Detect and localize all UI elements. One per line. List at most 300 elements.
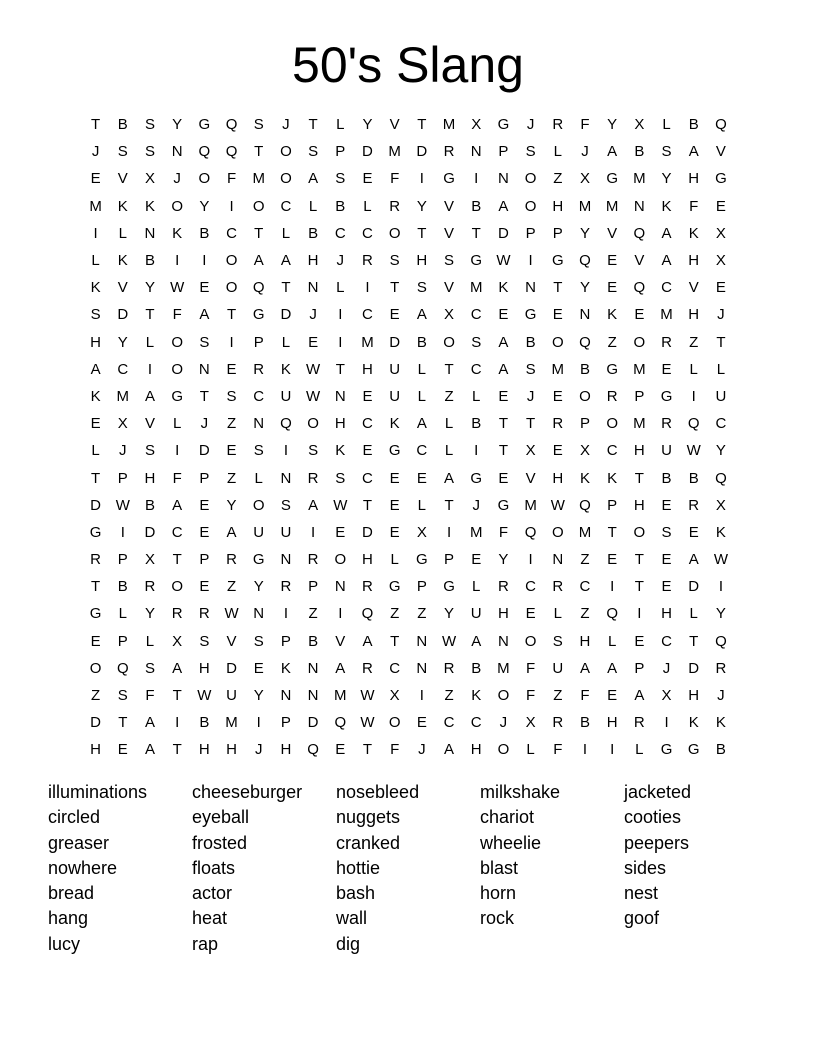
grid-letter: K	[607, 306, 618, 324]
grid-letter: I	[283, 605, 288, 623]
grid-letter: L	[91, 442, 100, 460]
grid-letter: Z	[607, 333, 617, 351]
grid-letter: O	[524, 197, 537, 215]
grid-letter: R	[389, 197, 401, 215]
grid-letter: E	[498, 469, 509, 487]
grid-letter: T	[390, 279, 400, 297]
grid-letter: H	[416, 252, 428, 270]
grid-letter: Q	[361, 605, 374, 623]
grid-letter: T	[281, 279, 291, 297]
grid-letter: X	[444, 306, 455, 324]
grid-letter: E	[607, 551, 618, 569]
grid-letter: F	[390, 170, 400, 188]
grid-letter: C	[253, 387, 265, 405]
grid-letter: Q	[579, 496, 591, 514]
grid-letter: J	[717, 306, 725, 324]
grid-letter: D	[362, 143, 373, 161]
grid-letter: Q	[633, 224, 646, 242]
grid-letter: A	[444, 469, 455, 487]
grid-letter: E	[389, 523, 400, 541]
grid-letter: K	[144, 197, 155, 215]
grid-letter: C	[362, 415, 373, 433]
grid-letter: V	[525, 469, 536, 487]
grid-letter: E	[117, 741, 128, 759]
grid-letter: E	[715, 197, 726, 215]
grid-letter: N	[253, 415, 265, 433]
grid-letter: E	[634, 306, 645, 324]
grid-letter: E	[416, 714, 427, 732]
grid-letter: S	[199, 632, 210, 650]
grid-letter: U	[389, 387, 401, 405]
grid-letter: L	[254, 469, 263, 487]
grid-letter: L	[281, 333, 291, 351]
grid-letter: Y	[253, 687, 264, 705]
word-list-item: nuggets	[336, 807, 401, 828]
grid-letter: H	[198, 741, 210, 759]
grid-letter: D	[90, 714, 102, 732]
word-list-item: hang	[48, 908, 89, 929]
grid-letter: E	[688, 523, 699, 541]
grid-letter: T	[390, 632, 400, 650]
grid-letter: E	[308, 333, 319, 351]
grid-letter: A	[607, 143, 618, 161]
grid-letter: I	[610, 578, 615, 596]
grid-letter: E	[226, 442, 237, 460]
grid-letter: Y	[416, 197, 427, 215]
grid-letter: W	[360, 687, 375, 705]
grid-letter: B	[579, 714, 590, 732]
grid-letter: U	[552, 659, 564, 677]
grid-letter: A	[688, 143, 699, 161]
grid-letter: P	[253, 333, 264, 351]
grid-letter: B	[308, 224, 319, 242]
grid-letter: V	[117, 170, 128, 188]
grid-letter: B	[634, 143, 645, 161]
grid-letter: K	[90, 279, 101, 297]
grid-letter: A	[607, 659, 618, 677]
grid-letter: N	[307, 279, 319, 297]
grid-letter: L	[444, 415, 454, 433]
grid-letter: J	[717, 687, 725, 705]
grid-letter: N	[497, 170, 509, 188]
grid-letter: I	[338, 605, 343, 623]
grid-letter: E	[199, 496, 210, 514]
grid-letter: X	[715, 224, 726, 242]
grid-letter: R	[606, 387, 618, 405]
grid-letter: D	[688, 659, 700, 677]
grid-letter: W	[306, 360, 321, 378]
grid-letter: J	[119, 442, 127, 460]
grid-letter: E	[90, 170, 101, 188]
grid-letter: E	[199, 578, 210, 596]
grid-letter: B	[416, 333, 427, 351]
grid-letter: O	[388, 714, 401, 732]
grid-letter: N	[280, 551, 292, 569]
grid-letter: M	[524, 496, 537, 514]
grid-letter: S	[199, 333, 210, 351]
grid-letter: C	[362, 469, 373, 487]
grid-letter: I	[175, 714, 180, 732]
grid-letter: I	[528, 551, 533, 569]
grid-letter: A	[144, 741, 155, 759]
grid-letter: K	[498, 279, 509, 297]
grid-letter: B	[688, 116, 699, 134]
grid-letter: I	[718, 578, 723, 596]
grid-letter: C	[606, 442, 618, 460]
grid-letter: H	[552, 197, 564, 215]
grid-letter: H	[470, 741, 482, 759]
grid-letter: D	[362, 523, 373, 541]
word-list-item: bread	[48, 883, 95, 904]
grid-letter: L	[635, 741, 644, 759]
grid-letter: R	[307, 551, 319, 569]
grid-letter: L	[91, 252, 100, 270]
grid-letter: J	[200, 415, 209, 433]
grid-letter: M	[442, 116, 456, 134]
grid-letter: G	[497, 496, 510, 514]
grid-letter: X	[715, 252, 726, 270]
grid-letter: W	[441, 632, 457, 650]
grid-letter: B	[661, 469, 672, 487]
grid-letter: L	[118, 605, 127, 623]
grid-letter: W	[686, 442, 701, 460]
grid-letter: H	[688, 252, 700, 270]
grid-letter: L	[118, 224, 127, 242]
grid-letter: B	[471, 197, 482, 215]
grid-letter: G	[416, 551, 428, 569]
grid-letter: Y	[362, 116, 373, 134]
grid-letter: I	[338, 306, 343, 324]
grid-letter: Z	[689, 333, 699, 351]
grid-letter: I	[419, 170, 424, 188]
grid-letter: A	[199, 306, 210, 324]
grid-letter: I	[229, 333, 234, 351]
grid-letter: T	[335, 360, 345, 378]
grid-letter: Q	[715, 632, 727, 650]
grid-letter: Y	[607, 116, 618, 134]
grid-letter: P	[634, 387, 645, 405]
grid-letter: I	[610, 741, 615, 759]
word-list-item: wheelie	[480, 832, 542, 853]
word-list-item: peepers	[624, 832, 690, 853]
grid-letter: A	[498, 333, 509, 351]
grid-letter: B	[144, 252, 155, 270]
grid-letter: T	[553, 279, 563, 297]
grid-letter: X	[525, 442, 536, 460]
grid-letter: O	[225, 252, 238, 270]
grid-letter: H	[661, 605, 672, 623]
grid-letter: J	[418, 741, 426, 759]
grid-letter: B	[471, 659, 482, 677]
grid-letter: G	[470, 469, 483, 487]
grid-letter: S	[661, 143, 672, 161]
grid-letter: A	[416, 415, 427, 433]
grid-letter: S	[552, 632, 563, 650]
grid-letter: S	[280, 496, 291, 514]
grid-letter: D	[198, 442, 210, 460]
grid-letter: B	[688, 469, 699, 487]
word-list-item: dig	[336, 933, 361, 954]
grid-letter: T	[526, 415, 536, 433]
grid-letter: A	[308, 170, 319, 188]
grid-letter: L	[417, 496, 427, 514]
grid-letter: A	[172, 659, 183, 677]
grid-letter: P	[444, 551, 455, 569]
word-list-item: nosebleed	[336, 782, 420, 802]
grid-letter: S	[226, 387, 237, 405]
grid-letter: O	[579, 387, 591, 405]
grid-letter: W	[550, 496, 565, 514]
grid-letter: D	[416, 143, 428, 161]
grid-letter: U	[253, 523, 265, 541]
grid-letter: A	[253, 252, 264, 270]
grid-letter: T	[362, 741, 373, 759]
grid-letter: T	[634, 578, 644, 596]
grid-letter: K	[607, 469, 618, 487]
grid-letter: T	[91, 578, 101, 596]
grid-letter: T	[417, 116, 427, 134]
grid-letter: S	[144, 116, 155, 134]
grid-letter: T	[91, 116, 101, 134]
grid-letter: J	[662, 659, 671, 677]
grid-letter: G	[470, 252, 483, 270]
grid-letter: F	[526, 659, 536, 677]
grid-letter: K	[335, 442, 346, 460]
grid-letter: N	[334, 387, 346, 405]
grid-letter: V	[444, 224, 455, 242]
grid-letter: C	[334, 224, 346, 242]
grid-letter: R	[90, 551, 102, 569]
grid-letter: H	[633, 442, 645, 460]
grid-letter: R	[253, 360, 265, 378]
grid-letter: A	[90, 360, 101, 378]
grid-letter: E	[661, 578, 672, 596]
grid-letter: O	[171, 360, 183, 378]
grid-letter: G	[252, 306, 265, 324]
grid-letter: W	[170, 279, 185, 297]
word-list-item: circled	[48, 807, 101, 828]
grid-letter: A	[280, 252, 291, 270]
grid-letter: Z	[580, 605, 590, 623]
grid-letter: K	[661, 197, 672, 215]
grid-letter: R	[715, 659, 727, 677]
grid-letter: S	[117, 143, 128, 161]
grid-letter: C	[171, 523, 183, 541]
grid-letter: Y	[117, 333, 128, 351]
grid-letter: R	[497, 578, 509, 596]
grid-letter: R	[661, 333, 672, 351]
grid-letter: L	[444, 442, 454, 460]
grid-letter: Q	[715, 469, 727, 487]
grid-letter: O	[633, 333, 646, 351]
grid-letter: E	[525, 605, 536, 623]
word-list-item: nest	[624, 883, 659, 904]
grid-letter: V	[117, 279, 128, 297]
grid-letter: P	[607, 496, 618, 514]
grid-letter: A	[308, 496, 319, 514]
grid-letter: J	[336, 252, 345, 270]
grid-letter: F	[526, 687, 536, 705]
grid-letter: C	[661, 279, 672, 297]
grid-letter: W	[713, 551, 728, 569]
grid-letter: L	[363, 197, 372, 215]
grid-letter: R	[552, 415, 564, 433]
letter-grid	[82, 111, 735, 764]
grid-letter: W	[496, 252, 511, 270]
grid-letter: A	[661, 252, 672, 270]
grid-letter: N	[198, 360, 210, 378]
grid-letter: Q	[280, 415, 292, 433]
grid-letter: B	[471, 415, 482, 433]
grid-letter: X	[579, 170, 590, 188]
grid-letter: W	[306, 387, 321, 405]
grid-letter: X	[715, 496, 726, 514]
grid-letter: L	[716, 360, 726, 378]
word-list-item: hottie	[336, 857, 381, 878]
grid-letter: G	[443, 578, 455, 596]
grid-letter: D	[389, 333, 401, 351]
grid-letter: U	[280, 387, 292, 405]
grid-letter: G	[388, 442, 401, 460]
grid-letter: T	[91, 469, 101, 487]
grid-letter: O	[225, 279, 238, 297]
grid-letter: Y	[144, 605, 155, 623]
grid-letter: E	[362, 442, 373, 460]
grid-letter: P	[199, 469, 210, 487]
grid-letter: X	[389, 687, 400, 705]
grid-letter: E	[552, 306, 563, 324]
grid-letter: O	[171, 197, 183, 215]
grid-letter: H	[198, 659, 210, 677]
grid-letter: F	[226, 170, 237, 188]
grid-letter: Z	[553, 687, 563, 705]
grid-letter: I	[229, 197, 234, 215]
grid-letter: N	[144, 224, 156, 242]
grid-letter: E	[226, 360, 237, 378]
grid-letter: J	[254, 741, 263, 759]
grid-letter: P	[416, 578, 427, 596]
grid-letter: J	[526, 387, 535, 405]
grid-letter: G	[252, 551, 265, 569]
grid-letter: S	[389, 252, 400, 270]
grid-letter: B	[715, 741, 726, 759]
grid-letter: O	[307, 415, 319, 433]
grid-letter: Y	[144, 279, 155, 297]
grid-letter: I	[338, 333, 343, 351]
grid-letter: X	[416, 523, 427, 541]
grid-letter: J	[282, 116, 290, 134]
grid-letter: O	[171, 578, 183, 596]
grid-letter: J	[581, 143, 589, 161]
grid-letter: B	[117, 116, 128, 134]
grid-letter: Q	[198, 143, 211, 161]
grid-letter: Q	[116, 659, 129, 677]
grid-letter: G	[497, 116, 510, 134]
grid-letter: N	[253, 605, 265, 623]
grid-letter: V	[444, 279, 455, 297]
grid-letter: I	[637, 605, 642, 623]
grid-letter: Z	[308, 605, 318, 623]
grid-letter: L	[607, 632, 617, 650]
grid-letter: G	[443, 170, 455, 188]
grid-letter: L	[662, 116, 671, 134]
grid-letter: I	[582, 741, 588, 759]
grid-letter: S	[253, 442, 264, 460]
grid-letter: K	[688, 224, 699, 242]
grid-letter: Z	[444, 387, 454, 405]
grid-letter: P	[525, 224, 536, 242]
word-list-item: greaser	[48, 832, 110, 853]
grid-letter: G	[606, 360, 618, 378]
grid-letter: M	[578, 523, 592, 541]
grid-letter: I	[446, 523, 452, 541]
grid-letter: E	[90, 415, 101, 433]
grid-letter: T	[254, 143, 264, 161]
grid-letter: X	[579, 442, 590, 460]
grid-letter: P	[280, 714, 291, 732]
grid-letter: V	[389, 116, 400, 134]
grid-letter: X	[144, 170, 155, 188]
grid-letter: E	[389, 306, 400, 324]
word-list-item: sides	[624, 857, 667, 878]
grid-letter: M	[633, 360, 646, 378]
word-list-item: floats	[192, 857, 236, 878]
grid-letter: O	[551, 523, 564, 541]
grid-letter: E	[90, 632, 101, 650]
grid-letter: Y	[172, 116, 183, 134]
grid-letter: Y	[579, 224, 590, 242]
grid-letter: Y	[715, 442, 726, 460]
grid-letter: I	[528, 252, 533, 270]
grid-letter: C	[470, 360, 482, 378]
grid-letter: D	[497, 224, 509, 242]
grid-letter: D	[280, 306, 292, 324]
grid-letter: B	[335, 197, 346, 215]
grid-letter: E	[607, 252, 618, 270]
word-list-item: horn	[480, 883, 517, 904]
grid-letter: G	[89, 605, 102, 623]
grid-letter: A	[498, 360, 509, 378]
grid-letter: B	[579, 360, 590, 378]
grid-letter: G	[524, 306, 537, 324]
grid-letter: E	[471, 551, 482, 569]
grid-letter: S	[253, 632, 264, 650]
grid-letter: Z	[417, 605, 427, 623]
grid-letter: Q	[579, 252, 591, 270]
grid-letter: C	[226, 224, 237, 242]
grid-letter: C	[715, 415, 727, 433]
grid-letter: Q	[633, 279, 646, 297]
grid-letter: J	[91, 143, 100, 161]
grid-letter: Z	[226, 469, 237, 487]
grid-letter: P	[117, 551, 128, 569]
grid-letter: H	[688, 687, 700, 705]
grid-letter: P	[117, 469, 128, 487]
grid-letter: R	[171, 605, 183, 623]
grid-letter: E	[253, 659, 264, 677]
word-list-item: bash	[336, 883, 376, 904]
word-list-item: blast	[480, 857, 519, 878]
grid-letter: T	[172, 551, 182, 569]
grid-letter: X	[172, 632, 183, 650]
grid-letter: H	[688, 170, 700, 188]
grid-letter: O	[280, 170, 292, 188]
grid-letter: H	[497, 605, 509, 623]
grid-letter: K	[172, 224, 183, 242]
grid-letter: B	[199, 224, 210, 242]
grid-letter: Q	[579, 333, 591, 351]
grid-letter: E	[661, 551, 672, 569]
